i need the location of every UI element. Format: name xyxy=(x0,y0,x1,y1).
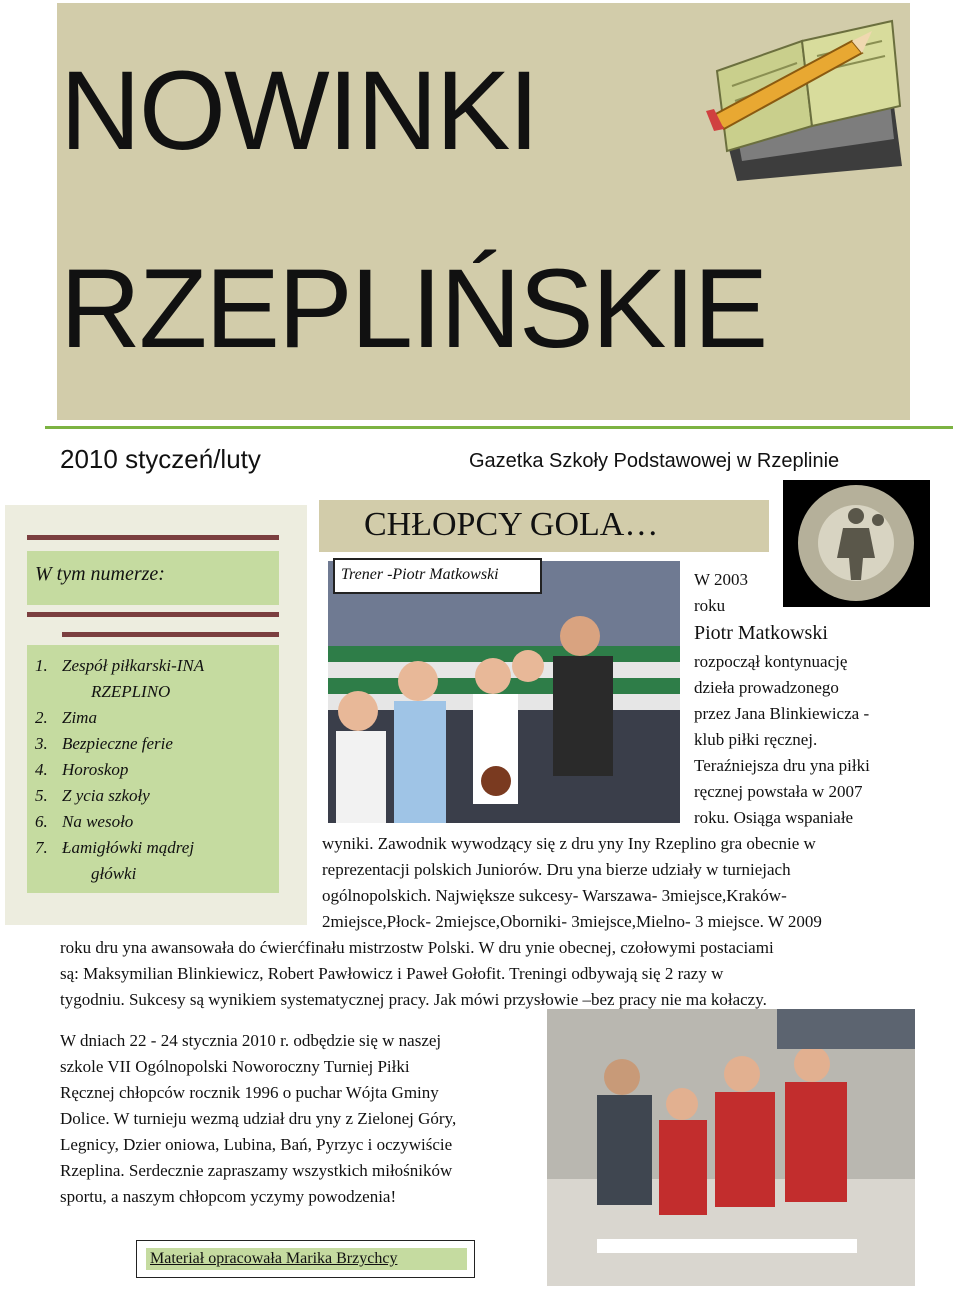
book-pencil-icon xyxy=(702,11,907,181)
article-paragraph-line: roku. Osiąga wspaniałe xyxy=(694,808,854,827)
handball-logo-icon xyxy=(783,480,930,607)
article-paragraph-line: dzieła prowadzonego xyxy=(694,678,839,697)
list-item[interactable]: 4. Horoskop xyxy=(35,760,129,779)
article-paragraph-line: Teraźniejsza dru yna piłki xyxy=(694,756,870,775)
players-photo-illustration xyxy=(547,1009,915,1286)
article-paragraph-line: ręcznej powstała w 2007 xyxy=(694,782,863,801)
list-item[interactable]: 7. Łamigłówki mądrej xyxy=(35,838,195,857)
author-credit xyxy=(136,1240,475,1278)
list-item[interactable]: 1. Zespół piłkarski-INA xyxy=(35,656,205,675)
article-title: CHŁOPCY GOLA… xyxy=(364,506,659,543)
sidebar-top-bar xyxy=(27,535,279,540)
article-paragraph-line: 2miejsce,Płock- 2miejsce,Oborniki- 3miejsce,Mielno- 3 miejsce. W 2009 xyxy=(322,912,822,931)
green-divider xyxy=(45,426,953,429)
article-paragraph-line: roku xyxy=(694,596,726,615)
caption-text: Trener -Piotr Matkowski xyxy=(341,566,499,583)
article-paragraph-line: tygodniu. Sukcesy są wynikiem systematycznej pracy. Jak mówi przysłowie –bez pracy nie ma kołaczy. xyxy=(60,990,767,1009)
tournament-paragraph-line: Dolice. W turnieju wezmą udział dru yny z Zielonej Góry, xyxy=(60,1109,457,1128)
author-credit-text: Materiał opracowała Marika Brzychcy xyxy=(150,1250,398,1267)
author-credit-fill xyxy=(146,1248,467,1270)
table-of-contents xyxy=(27,645,279,893)
article-paragraph-line: ogólnopolskich. Największe sukcesy- Warszawa- 3miejsce,Kraków- xyxy=(322,886,787,905)
article-paragraph-line: W 2003 xyxy=(694,570,748,589)
article-paragraph-line: reprezentacji polskich Juniorów. Dru yna bierze udziały w turniejach xyxy=(322,860,791,879)
tournament-paragraph-line: szkole VII Ogólnopolski Noworoczny Turniej Piłki xyxy=(60,1057,410,1076)
tournament-paragraph-line: Legnicy, Dzier oniowa, Lubina, Bań, Pyrzyc i oczywiście xyxy=(60,1135,453,1154)
article-paragraph-line: przez Jana Blinkiewicza - xyxy=(694,704,870,723)
tournament-logo xyxy=(783,480,930,607)
tournament-paragraph-line: W dniach 22 - 24 stycznia 2010 r. odbędzie się w naszej xyxy=(60,1031,442,1050)
article-paragraph-line: wyniki. Zawodnik wywodzący się z dru yny Iny Rzeplino gra obecnie w xyxy=(322,834,816,853)
school-name: Gazetka Szkoły Podstawowej w Rzeplinie xyxy=(469,450,840,472)
article-paragraph-line: są: Maksymilian Blinkiewicz, Robert Pawłowicz i Paweł Gołofit. Treningi odbywają się 2 razy w xyxy=(60,964,724,983)
article-paragraph-line: roku dru yna awansowała do ćwierćfinału mistrzostw Polski. W dru ynie obecnej, czołowymi postaciami xyxy=(60,938,774,957)
list-item[interactable]: 3. Bezpieczne ferie xyxy=(35,734,173,753)
coach-name: Piotr Matkowski xyxy=(694,622,828,644)
tournament-paragraph-line: sportu, a naszym chłopcom yczymy powodzenia! xyxy=(60,1187,397,1206)
masthead xyxy=(57,3,910,420)
sidebar-mid-bar xyxy=(27,612,279,617)
newsletter-title-line2: RZEPLIŃSKIE xyxy=(60,246,767,371)
list-item[interactable]: 6. Na wesoło xyxy=(35,812,134,831)
tournament-paragraph-line: Rzeplina. Serdecznie zapraszamy wszystkich miłośników xyxy=(60,1161,453,1180)
article-paragraph-line: klub piłki ręcznej. xyxy=(694,730,818,749)
sidebar-heading-box xyxy=(27,551,279,605)
sidebar-mid-bar-2 xyxy=(62,632,279,637)
team-photo-illustration xyxy=(328,561,680,823)
newsletter-title-line1: NOWINKI xyxy=(60,48,538,173)
team-photo xyxy=(328,561,680,823)
sidebar-heading: W tym numerze: xyxy=(35,563,165,585)
article-header xyxy=(319,500,769,552)
list-item-continuation: główki xyxy=(91,864,137,883)
tournament-paragraph-line: Ręcznej chłopców rocznik 1996 o puchar Wójta Gminy xyxy=(60,1083,439,1102)
issue-date: 2010 styczeń/luty xyxy=(60,444,261,474)
article-paragraph-line: rozpoczął kontynuację xyxy=(694,652,848,671)
list-item[interactable]: 5. Z ycia szkoły xyxy=(35,786,150,805)
photo-caption xyxy=(333,558,542,594)
players-photo xyxy=(547,1009,915,1286)
list-item[interactable]: 2. Zima xyxy=(35,708,97,727)
list-item-continuation: RZEPLINO xyxy=(91,682,171,701)
